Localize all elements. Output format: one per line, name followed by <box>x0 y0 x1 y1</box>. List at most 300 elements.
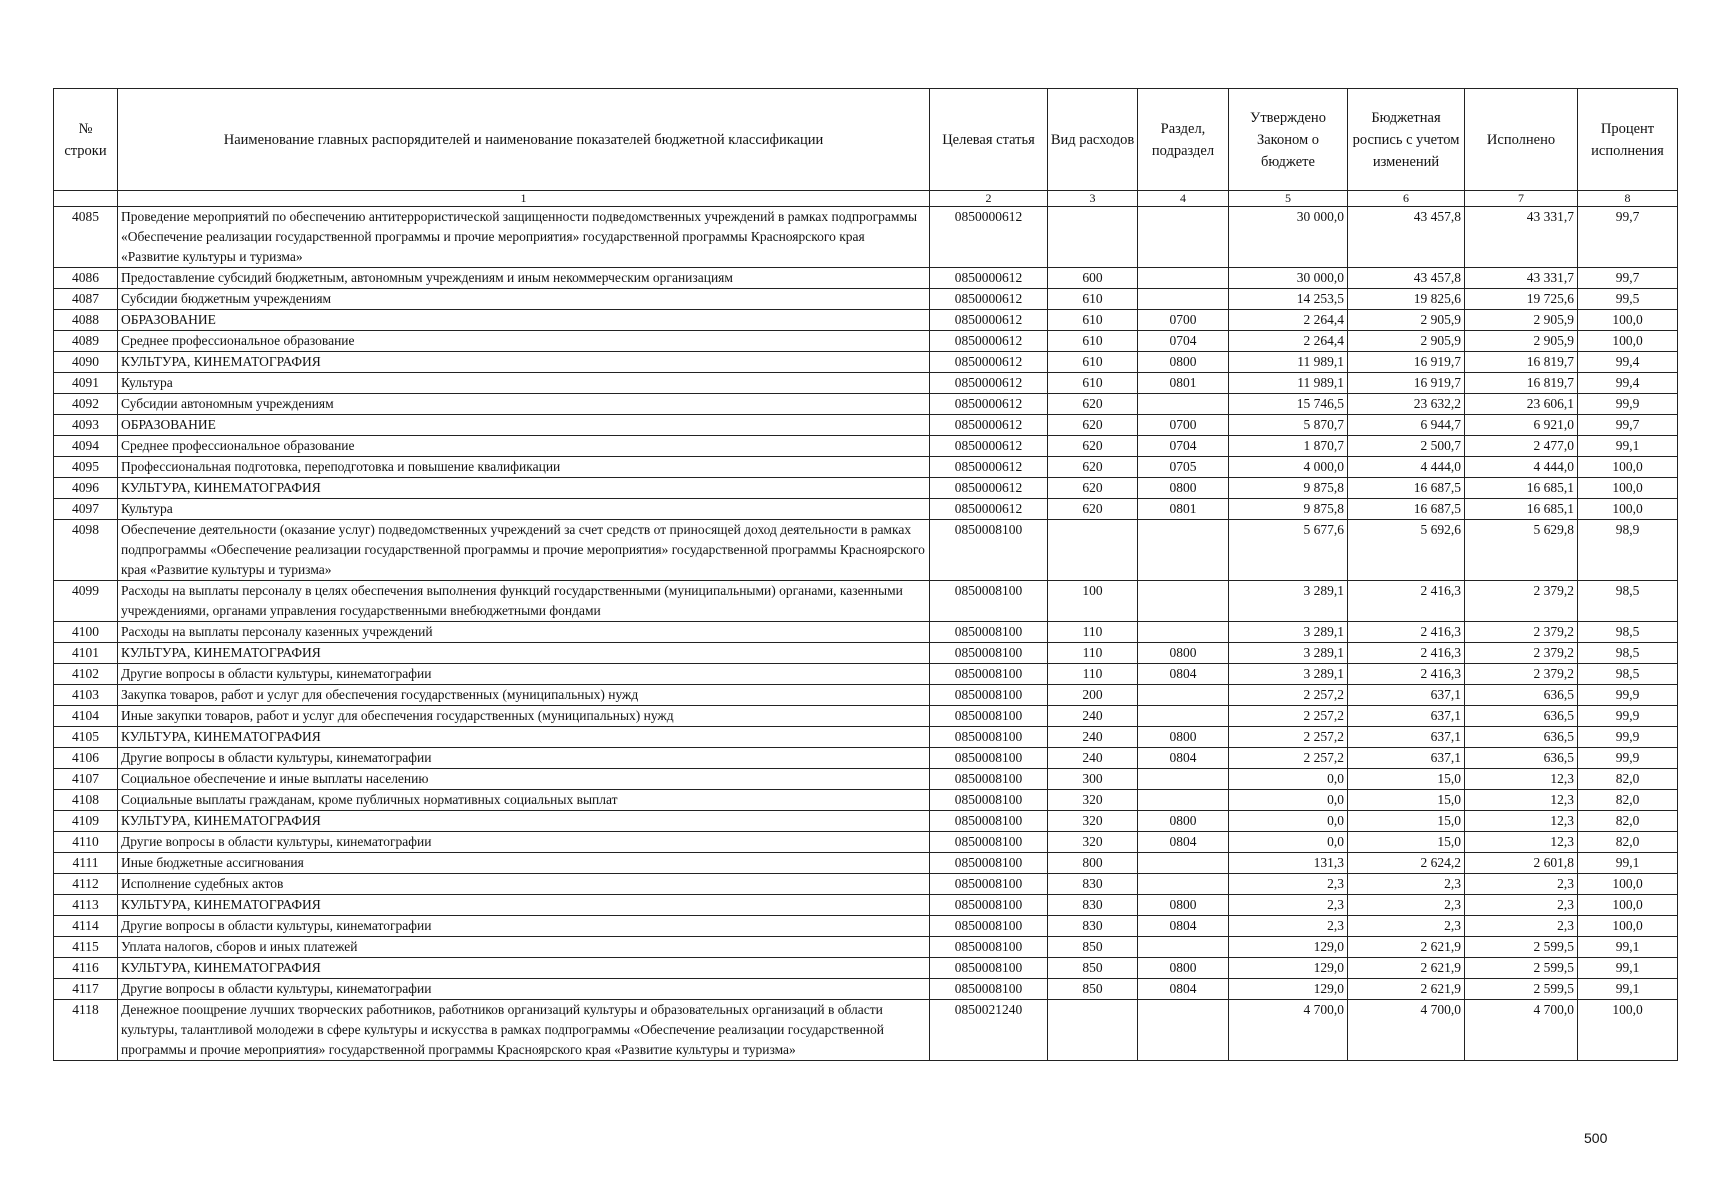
row-target-code: 0850000612 <box>930 310 1048 331</box>
table-row <box>54 373 1678 394</box>
row-section: 0700 <box>1138 310 1229 331</box>
row-approved: 9 875,8 <box>1229 499 1348 520</box>
row-approved: 4 700,0 <box>1229 1000 1348 1061</box>
row-number: 4095 <box>54 457 118 478</box>
row-expense-type: 320 <box>1048 811 1138 832</box>
table-row <box>54 457 1678 478</box>
table-row <box>54 622 1678 643</box>
row-target-code: 0850000612 <box>930 352 1048 373</box>
row-number: 4112 <box>54 874 118 895</box>
column-number: 7 <box>1465 191 1578 207</box>
row-target-code: 0850000612 <box>930 373 1048 394</box>
row-target-code: 0850000612 <box>930 268 1048 289</box>
row-number: 4098 <box>54 520 118 581</box>
row-expense-type <box>1048 1000 1138 1061</box>
row-approved: 3 289,1 <box>1229 643 1348 664</box>
row-approved: 30 000,0 <box>1229 268 1348 289</box>
header-section: Раздел, подраздел <box>1138 89 1229 191</box>
row-name: Денежное поощрение лучших творческих работников, работников организаций культуры и образовательных организаций в области культуры, талантливой молодежи в сфере культуры и искусства в рамках подпрограммы «Обеспечение реализации государственной программы и прочие мероприятия» государственной программы Красноярского края «Развитие культуры и туризма» <box>118 1000 930 1061</box>
row-section: 0804 <box>1138 979 1229 1000</box>
row-percent: 99,1 <box>1578 853 1678 874</box>
row-percent: 98,5 <box>1578 664 1678 685</box>
row-name: Среднее профессиональное образование <box>118 436 930 457</box>
row-expense-type: 610 <box>1048 310 1138 331</box>
row-number: 4115 <box>54 937 118 958</box>
row-percent: 98,5 <box>1578 643 1678 664</box>
row-approved: 11 989,1 <box>1229 373 1348 394</box>
row-section: 0804 <box>1138 832 1229 853</box>
row-approved: 2,3 <box>1229 916 1348 937</box>
row-expense-type <box>1048 207 1138 268</box>
row-revised: 15,0 <box>1348 832 1465 853</box>
row-name: Иные закупки товаров, работ и услуг для обеспечения государственных (муниципальных) нужд <box>118 706 930 727</box>
row-revised: 4 700,0 <box>1348 1000 1465 1061</box>
row-target-code: 0850008100 <box>930 520 1048 581</box>
row-expense-type: 830 <box>1048 874 1138 895</box>
row-executed: 2 379,2 <box>1465 664 1578 685</box>
row-target-code: 0850008100 <box>930 643 1048 664</box>
row-target-code: 0850008100 <box>930 895 1048 916</box>
row-name: Другие вопросы в области культуры, кинематографии <box>118 832 930 853</box>
row-revised: 2,3 <box>1348 895 1465 916</box>
row-number: 4089 <box>54 331 118 352</box>
row-name: КУЛЬТУРА, КИНЕМАТОГРАФИЯ <box>118 727 930 748</box>
row-target-code: 0850008100 <box>930 748 1048 769</box>
row-revised: 15,0 <box>1348 811 1465 832</box>
table-row <box>54 916 1678 937</box>
table-row <box>54 664 1678 685</box>
row-revised: 16 919,7 <box>1348 373 1465 394</box>
row-name: Исполнение судебных актов <box>118 874 930 895</box>
row-percent: 82,0 <box>1578 769 1678 790</box>
row-name: Иные бюджетные ассигнования <box>118 853 930 874</box>
row-name: Расходы на выплаты персоналу казенных учреждений <box>118 622 930 643</box>
row-name: Социальное обеспечение и иные выплаты населению <box>118 769 930 790</box>
row-number: 4094 <box>54 436 118 457</box>
row-name: КУЛЬТУРА, КИНЕМАТОГРАФИЯ <box>118 811 930 832</box>
row-number: 4103 <box>54 685 118 706</box>
row-percent: 99,9 <box>1578 727 1678 748</box>
row-target-code: 0850008100 <box>930 706 1048 727</box>
row-name: Культура <box>118 373 930 394</box>
row-executed: 12,3 <box>1465 832 1578 853</box>
row-number: 4114 <box>54 916 118 937</box>
row-expense-type <box>1048 520 1138 581</box>
row-section <box>1138 853 1229 874</box>
row-executed: 5 629,8 <box>1465 520 1578 581</box>
row-expense-type: 800 <box>1048 853 1138 874</box>
row-percent: 82,0 <box>1578 832 1678 853</box>
row-expense-type: 300 <box>1048 769 1138 790</box>
row-executed: 43 331,7 <box>1465 268 1578 289</box>
table-row <box>54 769 1678 790</box>
row-revised: 2 416,3 <box>1348 622 1465 643</box>
row-executed: 2 905,9 <box>1465 331 1578 352</box>
row-expense-type: 620 <box>1048 415 1138 436</box>
row-expense-type: 850 <box>1048 958 1138 979</box>
row-name: Социальные выплаты гражданам, кроме публичных нормативных социальных выплат <box>118 790 930 811</box>
row-number: 4107 <box>54 769 118 790</box>
row-section: 0704 <box>1138 331 1229 352</box>
row-section: 0800 <box>1138 352 1229 373</box>
row-number: 4106 <box>54 748 118 769</box>
row-name: КУЛЬТУРА, КИНЕМАТОГРАФИЯ <box>118 895 930 916</box>
row-percent: 99,1 <box>1578 979 1678 1000</box>
column-number: 1 <box>118 191 930 207</box>
row-section: 0804 <box>1138 664 1229 685</box>
row-revised: 2 416,3 <box>1348 581 1465 622</box>
row-number: 4088 <box>54 310 118 331</box>
row-target-code: 0850000612 <box>930 289 1048 310</box>
row-revised: 15,0 <box>1348 790 1465 811</box>
row-approved: 30 000,0 <box>1229 207 1348 268</box>
row-revised: 2 624,2 <box>1348 853 1465 874</box>
row-name: Предоставление субсидий бюджетным, автономным учреждениям и иным некоммерческим организациям <box>118 268 930 289</box>
row-expense-type: 620 <box>1048 478 1138 499</box>
column-number: 3 <box>1048 191 1138 207</box>
table-row <box>54 895 1678 916</box>
row-executed: 12,3 <box>1465 811 1578 832</box>
row-name: Среднее профессиональное образование <box>118 331 930 352</box>
row-approved: 3 289,1 <box>1229 664 1348 685</box>
row-executed: 23 606,1 <box>1465 394 1578 415</box>
row-expense-type: 240 <box>1048 748 1138 769</box>
row-target-code: 0850000612 <box>930 478 1048 499</box>
row-executed: 6 921,0 <box>1465 415 1578 436</box>
budget-table <box>53 88 1678 1061</box>
row-number: 4097 <box>54 499 118 520</box>
row-approved: 3 289,1 <box>1229 622 1348 643</box>
row-approved: 14 253,5 <box>1229 289 1348 310</box>
row-name: Закупка товаров, работ и услуг для обеспечения государственных (муниципальных) нужд <box>118 685 930 706</box>
row-name: ОБРАЗОВАНИЕ <box>118 310 930 331</box>
table-row <box>54 352 1678 373</box>
row-target-code: 0850000612 <box>930 457 1048 478</box>
header-expense-type: Вид расходов <box>1048 89 1138 191</box>
row-number: 4116 <box>54 958 118 979</box>
row-number: 4102 <box>54 664 118 685</box>
table-row <box>54 268 1678 289</box>
table-body <box>54 207 1678 1061</box>
row-approved: 2 257,2 <box>1229 727 1348 748</box>
row-executed: 2 599,5 <box>1465 979 1578 1000</box>
table-row <box>54 581 1678 622</box>
row-target-code: 0850000612 <box>930 436 1048 457</box>
row-executed: 2 379,2 <box>1465 643 1578 664</box>
row-section <box>1138 520 1229 581</box>
row-number: 4118 <box>54 1000 118 1061</box>
row-percent: 99,7 <box>1578 415 1678 436</box>
header-percent: Процент исполнения <box>1578 89 1678 191</box>
table-row <box>54 331 1678 352</box>
row-revised: 4 444,0 <box>1348 457 1465 478</box>
row-approved: 9 875,8 <box>1229 478 1348 499</box>
row-expense-type: 110 <box>1048 622 1138 643</box>
row-revised: 19 825,6 <box>1348 289 1465 310</box>
row-name: Профессиональная подготовка, переподготовка и повышение квалификации <box>118 457 930 478</box>
row-number: 4100 <box>54 622 118 643</box>
row-section: 0800 <box>1138 643 1229 664</box>
row-target-code: 0850008100 <box>930 832 1048 853</box>
row-executed: 636,5 <box>1465 727 1578 748</box>
row-section <box>1138 289 1229 310</box>
column-number: 4 <box>1138 191 1229 207</box>
row-name: Субсидии автономным учреждениям <box>118 394 930 415</box>
table-row <box>54 643 1678 664</box>
row-section: 0705 <box>1138 457 1229 478</box>
row-revised: 15,0 <box>1348 769 1465 790</box>
table-row <box>54 874 1678 895</box>
row-section <box>1138 622 1229 643</box>
row-name: Субсидии бюджетным учреждениям <box>118 289 930 310</box>
row-number: 4108 <box>54 790 118 811</box>
column-numbers-row <box>54 191 1678 207</box>
row-target-code: 0850008100 <box>930 790 1048 811</box>
row-target-code: 0850008100 <box>930 622 1048 643</box>
table-row <box>54 478 1678 499</box>
row-executed: 2 477,0 <box>1465 436 1578 457</box>
row-name: Другие вопросы в области культуры, кинематографии <box>118 916 930 937</box>
row-name: КУЛЬТУРА, КИНЕМАТОГРАФИЯ <box>118 352 930 373</box>
row-section <box>1138 685 1229 706</box>
row-percent: 99,9 <box>1578 685 1678 706</box>
row-number: 4087 <box>54 289 118 310</box>
row-executed: 43 331,7 <box>1465 207 1578 268</box>
row-revised: 2 621,9 <box>1348 979 1465 1000</box>
row-executed: 2 601,8 <box>1465 853 1578 874</box>
row-percent: 98,5 <box>1578 622 1678 643</box>
row-section: 0800 <box>1138 811 1229 832</box>
row-revised: 2 416,3 <box>1348 643 1465 664</box>
row-section <box>1138 581 1229 622</box>
row-expense-type: 320 <box>1048 790 1138 811</box>
table-row <box>54 310 1678 331</box>
header-executed: Исполнено <box>1465 89 1578 191</box>
row-executed: 16 819,7 <box>1465 373 1578 394</box>
row-target-code: 0850008100 <box>930 853 1048 874</box>
table-row <box>54 415 1678 436</box>
row-expense-type: 850 <box>1048 937 1138 958</box>
row-section <box>1138 394 1229 415</box>
row-revised: 2 905,9 <box>1348 331 1465 352</box>
row-expense-type: 620 <box>1048 394 1138 415</box>
column-number: 5 <box>1229 191 1348 207</box>
row-executed: 2 379,2 <box>1465 622 1578 643</box>
row-name: Расходы на выплаты персоналу в целях обеспечения выполнения функций государственными (муниципальными) органами, казенными учреждениями, органами управления государственными внебюджетными фондами <box>118 581 930 622</box>
row-expense-type: 620 <box>1048 436 1138 457</box>
row-revised: 5 692,6 <box>1348 520 1465 581</box>
row-revised: 2 905,9 <box>1348 310 1465 331</box>
row-executed: 4 700,0 <box>1465 1000 1578 1061</box>
row-revised: 2 416,3 <box>1348 664 1465 685</box>
table-row <box>54 790 1678 811</box>
row-percent: 100,0 <box>1578 874 1678 895</box>
row-expense-type: 610 <box>1048 373 1138 394</box>
row-section: 0801 <box>1138 499 1229 520</box>
row-number: 4099 <box>54 581 118 622</box>
column-number: 6 <box>1348 191 1465 207</box>
row-revised: 16 687,5 <box>1348 499 1465 520</box>
row-section: 0800 <box>1138 958 1229 979</box>
table-row <box>54 1000 1678 1061</box>
row-executed: 636,5 <box>1465 685 1578 706</box>
row-expense-type: 200 <box>1048 685 1138 706</box>
table-row <box>54 207 1678 268</box>
column-number: 2 <box>930 191 1048 207</box>
row-target-code: 0850008100 <box>930 874 1048 895</box>
row-executed: 16 685,1 <box>1465 478 1578 499</box>
column-number: 8 <box>1578 191 1678 207</box>
row-percent: 98,9 <box>1578 520 1678 581</box>
header-target: Целевая статья <box>930 89 1048 191</box>
row-section <box>1138 769 1229 790</box>
row-percent: 82,0 <box>1578 811 1678 832</box>
row-percent: 99,7 <box>1578 207 1678 268</box>
row-percent: 100,0 <box>1578 1000 1678 1061</box>
row-target-code: 0850021240 <box>930 1000 1048 1061</box>
row-number: 4113 <box>54 895 118 916</box>
row-name: Другие вопросы в области культуры, кинематографии <box>118 979 930 1000</box>
row-percent: 99,4 <box>1578 352 1678 373</box>
row-section: 0804 <box>1138 748 1229 769</box>
row-executed: 4 444,0 <box>1465 457 1578 478</box>
row-name: Другие вопросы в области культуры, кинематографии <box>118 748 930 769</box>
row-target-code: 0850008100 <box>930 916 1048 937</box>
row-expense-type: 110 <box>1048 643 1138 664</box>
header-row-no: № строки <box>54 89 118 191</box>
row-target-code: 0850008100 <box>930 664 1048 685</box>
row-number: 4093 <box>54 415 118 436</box>
row-approved: 2 257,2 <box>1229 685 1348 706</box>
row-target-code: 0850008100 <box>930 811 1048 832</box>
row-percent: 98,5 <box>1578 581 1678 622</box>
row-target-code: 0850000612 <box>930 415 1048 436</box>
row-percent: 99,9 <box>1578 748 1678 769</box>
row-section <box>1138 937 1229 958</box>
row-name: Обеспечение деятельности (оказание услуг) подведомственных учреждений за счет средств от приносящей доход деятельности в рамках подпрограммы «Обеспечение реализации государственной программы и прочие мероприятия» государственной программы Красноярского края «Развитие культуры и туризма» <box>118 520 930 581</box>
row-percent: 100,0 <box>1578 916 1678 937</box>
row-expense-type: 830 <box>1048 895 1138 916</box>
row-name: Культура <box>118 499 930 520</box>
row-target-code: 0850008100 <box>930 769 1048 790</box>
row-approved: 0,0 <box>1229 811 1348 832</box>
row-revised: 2 621,9 <box>1348 958 1465 979</box>
header-revised: Бюджетная роспись с учетом изменений <box>1348 89 1465 191</box>
row-section <box>1138 706 1229 727</box>
row-target-code: 0850000612 <box>930 207 1048 268</box>
row-target-code: 0850008100 <box>930 958 1048 979</box>
row-target-code: 0850000612 <box>930 499 1048 520</box>
row-target-code: 0850008100 <box>930 727 1048 748</box>
row-executed: 2,3 <box>1465 895 1578 916</box>
row-approved: 4 000,0 <box>1229 457 1348 478</box>
row-section: 0800 <box>1138 478 1229 499</box>
row-name: КУЛЬТУРА, КИНЕМАТОГРАФИЯ <box>118 643 930 664</box>
row-section: 0800 <box>1138 727 1229 748</box>
row-number: 4109 <box>54 811 118 832</box>
row-section: 0800 <box>1138 895 1229 916</box>
row-executed: 636,5 <box>1465 748 1578 769</box>
row-expense-type: 620 <box>1048 457 1138 478</box>
table-row <box>54 937 1678 958</box>
row-revised: 43 457,8 <box>1348 268 1465 289</box>
row-target-code: 0850008100 <box>930 937 1048 958</box>
row-executed: 12,3 <box>1465 769 1578 790</box>
row-approved: 129,0 <box>1229 979 1348 1000</box>
row-section <box>1138 207 1229 268</box>
row-approved: 3 289,1 <box>1229 581 1348 622</box>
table-row <box>54 958 1678 979</box>
row-target-code: 0850000612 <box>930 331 1048 352</box>
row-revised: 16 919,7 <box>1348 352 1465 373</box>
row-number: 4092 <box>54 394 118 415</box>
row-expense-type: 610 <box>1048 289 1138 310</box>
row-expense-type: 610 <box>1048 331 1138 352</box>
row-percent: 100,0 <box>1578 331 1678 352</box>
row-approved: 131,3 <box>1229 853 1348 874</box>
row-section <box>1138 1000 1229 1061</box>
row-percent: 100,0 <box>1578 310 1678 331</box>
row-revised: 2,3 <box>1348 916 1465 937</box>
row-approved: 0,0 <box>1229 769 1348 790</box>
row-name: Другие вопросы в области культуры, кинематографии <box>118 664 930 685</box>
row-name: Уплата налогов, сборов и иных платежей <box>118 937 930 958</box>
table-row <box>54 289 1678 310</box>
header-row <box>54 89 1678 191</box>
row-section: 0704 <box>1138 436 1229 457</box>
table-row <box>54 685 1678 706</box>
row-name: КУЛЬТУРА, КИНЕМАТОГРАФИЯ <box>118 958 930 979</box>
row-name: ОБРАЗОВАНИЕ <box>118 415 930 436</box>
row-approved: 2 257,2 <box>1229 748 1348 769</box>
row-percent: 99,5 <box>1578 289 1678 310</box>
column-number <box>54 191 118 207</box>
row-approved: 2,3 <box>1229 895 1348 916</box>
row-section: 0804 <box>1138 916 1229 937</box>
row-section <box>1138 268 1229 289</box>
row-number: 4104 <box>54 706 118 727</box>
row-executed: 2,3 <box>1465 916 1578 937</box>
row-number: 4090 <box>54 352 118 373</box>
row-expense-type: 850 <box>1048 979 1138 1000</box>
row-expense-type: 620 <box>1048 499 1138 520</box>
row-expense-type: 110 <box>1048 664 1138 685</box>
row-percent: 100,0 <box>1578 457 1678 478</box>
row-expense-type: 320 <box>1048 832 1138 853</box>
row-approved: 2 264,4 <box>1229 310 1348 331</box>
row-percent: 99,7 <box>1578 268 1678 289</box>
row-revised: 637,1 <box>1348 748 1465 769</box>
table-row <box>54 499 1678 520</box>
row-name: Проведение мероприятий по обеспечению антитеррористической защищенности подведомственных учреждений в рамках подпрограммы «Обеспечение реализации государственной программы и прочие мероприятия» государственной программы Красноярского края «Развитие культуры и туризма» <box>118 207 930 268</box>
row-revised: 16 687,5 <box>1348 478 1465 499</box>
row-revised: 637,1 <box>1348 685 1465 706</box>
row-approved: 5 677,6 <box>1229 520 1348 581</box>
table-row <box>54 520 1678 581</box>
row-number: 4086 <box>54 268 118 289</box>
row-section <box>1138 790 1229 811</box>
row-executed: 2 379,2 <box>1465 581 1578 622</box>
table-row <box>54 979 1678 1000</box>
row-approved: 5 870,7 <box>1229 415 1348 436</box>
row-executed: 16 685,1 <box>1465 499 1578 520</box>
row-target-code: 0850008100 <box>930 979 1048 1000</box>
row-approved: 11 989,1 <box>1229 352 1348 373</box>
row-percent: 99,9 <box>1578 394 1678 415</box>
page-number: 500 <box>1584 1130 1608 1146</box>
row-section <box>1138 874 1229 895</box>
row-section: 0801 <box>1138 373 1229 394</box>
